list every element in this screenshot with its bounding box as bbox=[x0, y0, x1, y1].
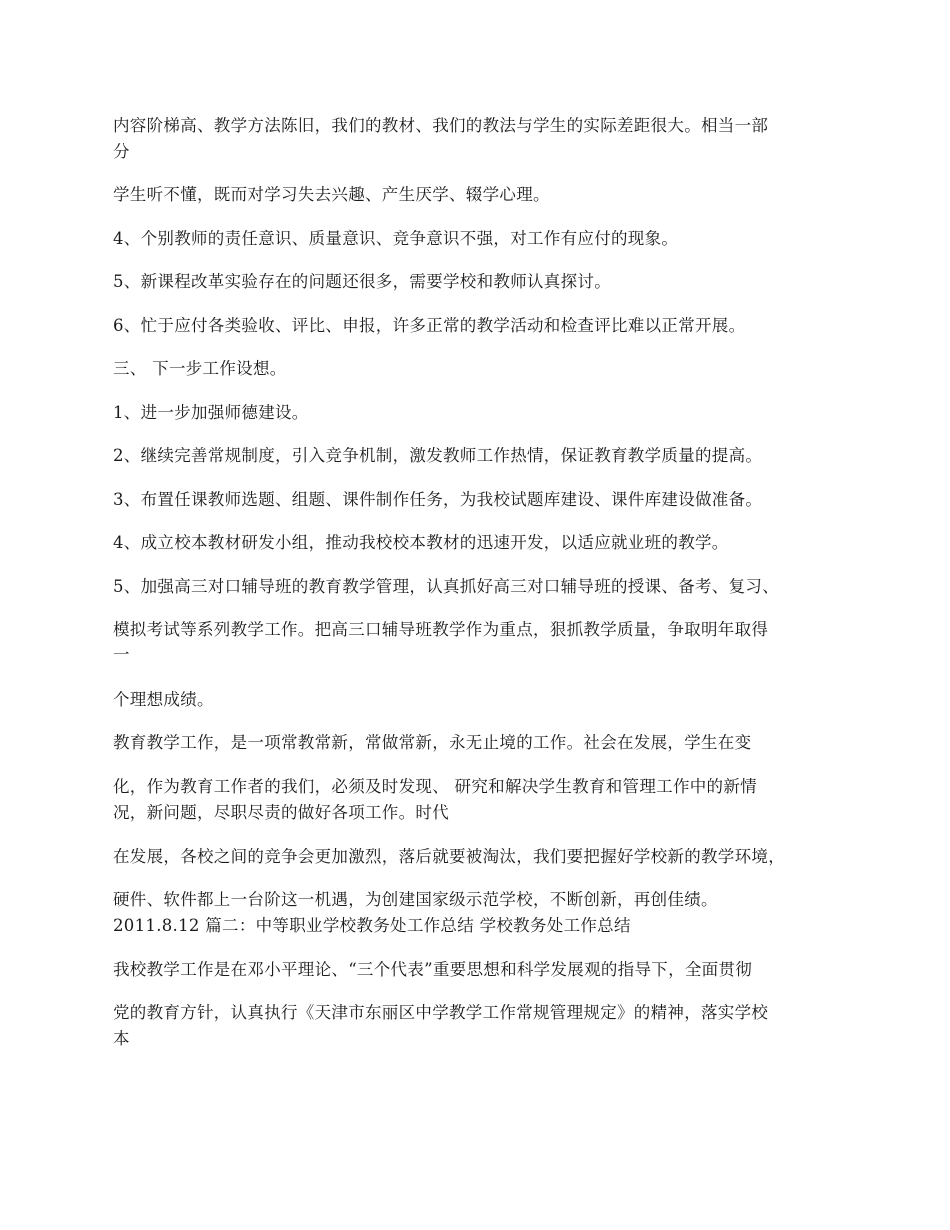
text-line: 况，新问题，尽职尽责的做好各项工作。时代 bbox=[113, 803, 449, 822]
text-line: 2、继续完善常规制度，引入竞争机制，激发教师工作热情，保证教育教学质量的提高。 bbox=[113, 446, 763, 465]
text-line: 1、进一步加强师德建设。 bbox=[113, 403, 309, 422]
text-line: 5、加强高三对口辅导班的教育教学管理，认真抓好高三对口辅导班的授课、备考、复习、 bbox=[113, 577, 779, 596]
text-line: 在发展，各校之间的竞争会更加激烈，落后就要被淘汰，我们要把握好学校新的教学环境， bbox=[113, 847, 785, 866]
text-line: 本 bbox=[113, 1029, 130, 1048]
text-line: 党的教育方针，认真执行《天津市东丽区中学教学工作常规管理规定》的精神，落实学校 bbox=[113, 1003, 769, 1022]
text-line: 硬件、软件都上一台阶这一机遇，为创建国家级示范学校，不断创新，再创佳绩。 bbox=[113, 890, 718, 909]
text-line: 一 bbox=[113, 645, 130, 664]
text-line: 内容阶梯高、教学方法陈旧，我们的教材、我们的教法与学生的实际差距很大。相当一部 bbox=[113, 116, 769, 135]
text-line: 分 bbox=[113, 142, 130, 161]
text-line: 模拟考试等系列教学工作。把高三口辅导班教学作为重点，狠抓教学质量，争取明年取得 bbox=[113, 620, 769, 639]
text-line: 学生听不懂，既而对学习失去兴趣、产生厌学、辍学心理。 bbox=[113, 185, 550, 204]
text-line: 2011.8.12 篇二：中等职业学校教务处工作总结 学校教务处工作总结 bbox=[113, 916, 631, 935]
section-heading: 三、 下一步工作设想。 bbox=[113, 359, 287, 378]
text-line: 6、忙于应付各类验收、评比、申报，许多正常的教学活动和检查评比难以正常开展。 bbox=[113, 316, 746, 335]
text-line: 化，作为教育工作者的我们，必须及时发现、 研究和解决学生教育和管理工作中的新情 bbox=[113, 777, 757, 796]
text-line: 4、成立校本教材研发小组，推动我校校本教材的迅速开发，以适应就业班的教学。 bbox=[113, 533, 729, 552]
text-line: 我校教学工作是在邓小平理论、“三个代表”重要思想和科学发展观的指导下，全面贯彻 bbox=[113, 960, 753, 979]
text-line: 5、新课程改革实验存在的问题还很多，需要学校和教师认真探讨。 bbox=[113, 272, 611, 291]
text-line: 4、个别教师的责任意识、质量意识、竞争意识不强，对工作有应付的现象。 bbox=[113, 229, 679, 248]
text-line: 教育教学工作，是一项常教常新，常做常新，永无止境的工作。社会在发展，学生在变 bbox=[113, 733, 752, 752]
text-line: 3、布置任课教师选题、组题、课件制作任务，为我校试题库建设、课件库建设做准备。 bbox=[113, 490, 763, 509]
text-line: 个理想成绩。 bbox=[113, 690, 214, 709]
